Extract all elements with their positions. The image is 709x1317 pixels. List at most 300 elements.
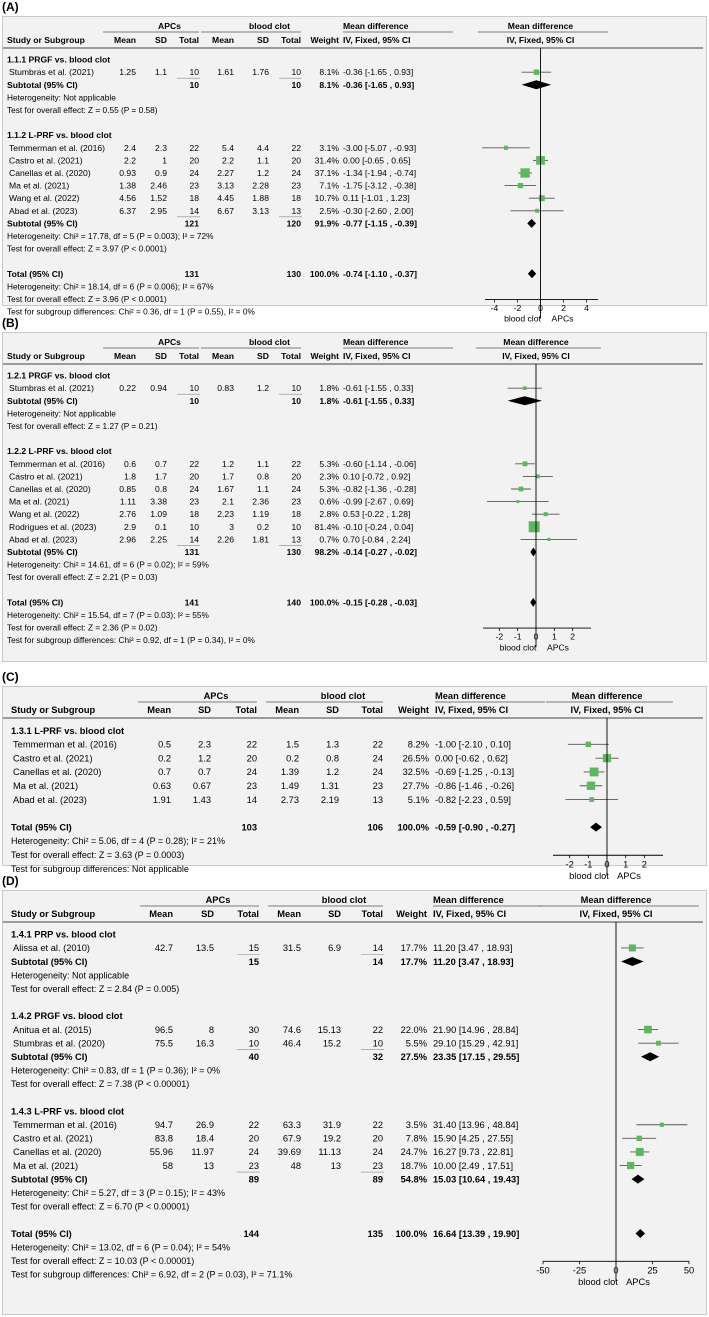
- study-name: Temmerman et al. (2016): [9, 458, 105, 469]
- study-ci: -1.75 [-3.12 , -0.38]: [343, 180, 417, 191]
- col-header-sd-ctl: SD: [257, 351, 269, 361]
- subtotal-diamond: [508, 396, 542, 405]
- study-name: Castro et al. (2021): [9, 471, 83, 482]
- study-sd-ctl: 3.13: [252, 205, 269, 216]
- study-name: Temmerman et al. (2016): [13, 739, 117, 750]
- total-ci: -0.59 [-0.90 , -0.27]: [435, 822, 516, 833]
- study-marker: [627, 1162, 634, 1169]
- study-mean-exp: 75.5: [154, 1038, 173, 1049]
- study-ci: 10.00 [2.49 , 17.51]: [433, 1160, 514, 1171]
- study-weight: 17.7%: [400, 943, 427, 954]
- col-header-study: Study or Subgroup: [11, 909, 96, 919]
- study-mean-exp: 1.25: [119, 67, 136, 78]
- stat-text: Heterogeneity: Chi² = 5.27, df = 3 (P = 0.15); I² = 43%: [11, 1188, 225, 1198]
- plot-header-sub: IV, Fixed, 95% CI: [570, 705, 644, 715]
- subtotal-ci: 11.20 [3.47 , 18.93]: [433, 956, 514, 967]
- study-mean-exp: 0.7: [158, 767, 171, 778]
- favours-right-label: APCs: [551, 313, 574, 324]
- study-total-exp: 22: [248, 1120, 259, 1130]
- stat-text: Test for overall effect: Z = 1.27 (P = 0.21): [7, 421, 158, 431]
- study-name: Anitua et al. (2015): [13, 1024, 92, 1035]
- x-tick-label: 2: [641, 859, 647, 870]
- study-name: Ma et al. (2021): [9, 496, 70, 507]
- study-weight: 22.0%: [400, 1024, 427, 1035]
- study-mean-exp: 2.4: [124, 142, 136, 153]
- col-header-sd-ctl: SD: [328, 909, 341, 919]
- col-header-study: Study or Subgroup: [7, 351, 85, 361]
- study-weight: 7.1%: [319, 180, 339, 191]
- study-sd-ctl: 1.3: [326, 739, 339, 750]
- study-total-exp: 23: [246, 781, 257, 791]
- study-marker: [636, 1148, 644, 1156]
- study-sd-exp: 3.38: [150, 496, 167, 507]
- subtotal-n-ctl: 89: [372, 1174, 383, 1185]
- study-sd-ctl: 1.1: [257, 155, 269, 166]
- group-header-exp: APCs: [158, 337, 181, 347]
- subgroup-heading: 1.4.2 PRGF vs. blood clot: [11, 1011, 123, 1022]
- study-ci: 21.90 [14.96 , 28.84]: [433, 1024, 519, 1035]
- favours-left-label: blood clot: [499, 642, 537, 653]
- study-weight: 37.1%: [314, 168, 339, 178]
- study-mean-exp: 58: [162, 1160, 173, 1171]
- stat-text: Heterogeneity: Chi² = 5.06, df = 4 (P = 0.28); I² = 21%: [11, 836, 225, 847]
- x-tick-label: -2: [495, 631, 504, 642]
- study-total-ctl: 10: [372, 1038, 383, 1049]
- study-total-ctl: 24: [291, 484, 301, 494]
- study-name: Temmerman et al. (2016): [9, 142, 105, 153]
- study-mean-ctl: 4.45: [217, 193, 234, 204]
- study-weight: 27.7%: [402, 781, 429, 791]
- total-ci: -0.74 [-1.10 , -0.37]: [343, 268, 418, 279]
- study-total-ctl: 23: [291, 496, 301, 507]
- study-marker: [520, 168, 529, 177]
- subtotal-weight: 54.8%: [400, 1174, 427, 1185]
- group-header-ctl: blood clot: [248, 21, 291, 31]
- total-n-exp: 103: [241, 822, 257, 833]
- md-header-title: Mean difference: [343, 337, 409, 347]
- study-name: Ma et al. (2021): [13, 1160, 79, 1171]
- study-mean-exp: 4.56: [119, 193, 136, 204]
- study-sd-ctl: 0.8: [326, 753, 339, 764]
- study-sd-exp: 2.46: [150, 180, 167, 191]
- stat-text: Heterogeneity: Chi² = 14.61, df = 6 (P = 0.02); I² = 59%: [7, 559, 209, 570]
- col-header-weight: Weight: [398, 705, 429, 715]
- col-header-sd-exp: SD: [201, 909, 214, 919]
- total-weight: 100.0%: [309, 268, 339, 279]
- study-mean-exp: 6.37: [119, 205, 136, 216]
- study-sd-exp: 0.8: [155, 484, 167, 494]
- subtotal-diamond: [522, 80, 552, 89]
- study-sd-exp: 1.1: [155, 67, 167, 78]
- study-sd-ctl: 1.88: [252, 193, 269, 204]
- subtotal-label: Subtotal (95% CI): [7, 395, 78, 406]
- subtotal-label: Subtotal (95% CI): [7, 79, 78, 90]
- study-marker: [518, 183, 523, 188]
- study-mean-exp: 96.5: [154, 1024, 173, 1035]
- study-sd-ctl: 2.19: [320, 794, 339, 805]
- md-header-title: Mean difference: [435, 691, 506, 701]
- study-mean-exp: 2.76: [119, 509, 136, 520]
- total-n-ctl: 130: [286, 268, 301, 279]
- study-name: Alissa et al. (2010): [13, 943, 90, 954]
- stat-text: Test for overall effect: Z = 3.97 (P < 0.0001): [7, 243, 167, 254]
- study-sd-exp: 1.43: [192, 794, 211, 805]
- study-name: Castro et al. (2021): [9, 155, 83, 166]
- study-mean-exp: 1.11: [119, 496, 136, 507]
- x-tick-label: 0: [604, 859, 610, 870]
- study-mean-ctl: 1.61: [217, 67, 234, 78]
- study-ci: 0.10 [-0.72 , 0.92]: [343, 471, 411, 482]
- study-total-ctl: 18: [291, 509, 301, 520]
- panel-label-c: (C): [2, 670, 19, 684]
- group-header-exp: APCs: [158, 21, 181, 31]
- study-name: Ma et al. (2021): [13, 781, 79, 791]
- study-sd-exp: 0.1: [155, 521, 167, 532]
- study-marker: [656, 1041, 661, 1046]
- col-header-total-exp: Total: [237, 909, 259, 919]
- subgroup-heading: 1.4.1 PRP vs. blood clot: [11, 929, 116, 940]
- study-total-exp: 23: [248, 1160, 259, 1171]
- col-header-weight: Weight: [310, 351, 339, 361]
- study-ci: -0.86 [-1.46 , -0.26]: [435, 781, 515, 791]
- subtotal-diamond: [641, 1052, 659, 1061]
- col-header-total-ctl: Total: [281, 35, 301, 45]
- study-mean-ctl: 1.7: [222, 471, 234, 482]
- study-ci: 11.20 [3.47 , 18.93]: [433, 943, 513, 954]
- study-sd-exp: 18.4: [195, 1133, 214, 1144]
- subgroup-heading: 1.1.1 PRGF vs. blood clot: [7, 54, 111, 65]
- study-weight: 5.3%: [319, 484, 339, 494]
- stat-text: Test for overall effect: Z = 3.63 (P = 0.0003): [11, 850, 185, 860]
- subtotal-diamond: [530, 547, 536, 556]
- stat-text: Test for subgroup differences: Chi² = 0.92, df = 1 (P = 0.34), I² = 0%: [7, 635, 255, 646]
- study-sd-exp: 1.09: [150, 509, 167, 520]
- study-total-exp: 10: [248, 1038, 259, 1049]
- study-total-exp: 20: [246, 753, 257, 764]
- study-mean-exp: 0.6: [124, 458, 136, 469]
- study-total-exp: 22: [246, 739, 257, 750]
- forest-plot-d: [3, 891, 706, 1314]
- stat-text: Heterogeneity: Chi² = 0.83, df = 1 (P = 0.36); I² = 0%: [11, 1065, 220, 1076]
- study-name: Abad et al. (2023): [9, 534, 78, 545]
- study-name: Abad et al. (2023): [9, 205, 78, 216]
- subgroup-heading: 1.2.1 PRGF vs. blood clot: [7, 370, 111, 381]
- subgroup-heading: 1.2.2 L-PRF vs. blood clot: [7, 446, 112, 457]
- study-sd-exp: 2.3: [155, 142, 167, 153]
- col-header-study: Study or Subgroup: [11, 705, 96, 715]
- study-marker: [586, 742, 591, 747]
- study-total-ctl: 23: [372, 781, 383, 791]
- total-label: Total (95% CI): [7, 597, 64, 608]
- x-tick-label: -1: [584, 859, 593, 870]
- md-header-sub: IV, Fixed, 95% CI: [433, 909, 507, 919]
- col-header-mean-exp: Mean: [114, 351, 136, 361]
- study-marker: [589, 797, 594, 802]
- favours-left-label: blood clot: [504, 313, 541, 324]
- stat-text: Test for overall effect: Z = 2.84 (P = 0.005): [11, 984, 180, 994]
- panel-label-a: (A): [2, 0, 19, 14]
- total-weight: 100.0%: [395, 1228, 427, 1239]
- study-sd-ctl: 1.76: [252, 67, 269, 78]
- study-mean-exp: 0.63: [152, 781, 171, 791]
- study-total-ctl: 23: [372, 1160, 383, 1171]
- study-name: Stumbras et al. (2020): [13, 1038, 105, 1049]
- study-total-ctl: 22: [372, 1120, 383, 1130]
- study-total-ctl: 20: [291, 471, 301, 482]
- col-header-total-ctl: Total: [361, 705, 383, 715]
- md-header-sub: IV, Fixed, 95% CI: [343, 35, 411, 45]
- study-sd-ctl: 19.2: [322, 1133, 341, 1144]
- study-ci: -1.00 [-2.10 , 0.10]: [435, 739, 511, 750]
- study-mean-ctl: 2.26: [217, 534, 234, 545]
- study-total-ctl: 22: [291, 142, 301, 153]
- total-label: Total (95% CI): [7, 268, 64, 279]
- x-tick-label: 2: [570, 631, 576, 642]
- subtotal-n-exp: 121: [184, 218, 199, 229]
- study-marker: [504, 146, 508, 150]
- col-header-total-ctl: Total: [361, 909, 383, 919]
- col-header-total-exp: Total: [179, 35, 199, 45]
- study-mean-exp: 55.96: [149, 1147, 173, 1158]
- col-header-sd-ctl: SD: [326, 705, 339, 715]
- study-marker: [523, 386, 527, 390]
- study-mean-ctl: 1.2: [222, 458, 234, 469]
- stat-text: Heterogeneity: Not applicable: [7, 408, 116, 419]
- study-marker: [660, 1123, 664, 1127]
- study-mean-exp: 94.7: [154, 1120, 173, 1130]
- study-weight: 3.5%: [405, 1120, 427, 1130]
- study-sd-exp: 1: [162, 155, 167, 166]
- total-n-exp: 144: [243, 1228, 259, 1239]
- subtotal-n-exp: 40: [248, 1052, 259, 1062]
- total-diamond: [636, 1229, 646, 1238]
- study-marker: [629, 944, 636, 951]
- study-total-ctl: 20: [291, 155, 301, 166]
- study-total-ctl: 13: [291, 205, 301, 216]
- study-weight: 24.7%: [400, 1147, 427, 1158]
- study-name: Castro et al. (2021): [13, 753, 93, 764]
- study-sd-ctl: 2.36: [252, 496, 269, 507]
- total-label: Total (95% CI): [11, 822, 72, 833]
- study-mean-exp: 0.22: [119, 383, 136, 394]
- study-sd-exp: 0.9: [155, 168, 167, 178]
- subtotal-n-exp: 10: [189, 79, 199, 90]
- plot-header-sub: IV, Fixed, 95% CI: [506, 35, 575, 45]
- study-marker: [587, 782, 595, 790]
- study-name: Castro et al. (2021): [13, 1133, 93, 1144]
- study-weight: 1.8%: [319, 383, 339, 394]
- plot-header-title: Mean difference: [580, 895, 652, 905]
- col-header-sd-exp: SD: [198, 705, 211, 715]
- study-total-ctl: 10: [291, 67, 301, 78]
- study-sd-ctl: 1.2: [257, 168, 269, 178]
- subtotal-label: Subtotal (95% CI): [11, 1052, 88, 1062]
- study-mean-ctl: 1.5: [286, 739, 299, 750]
- col-header-weight: Weight: [310, 35, 339, 45]
- study-mean-exp: 0.93: [119, 168, 136, 178]
- study-mean-ctl: 3.13: [217, 180, 234, 191]
- total-ci: 16.64 [13.39 , 19.90]: [433, 1228, 520, 1239]
- subtotal-label: Subtotal (95% CI): [11, 1174, 88, 1185]
- study-mean-exp: 2.96: [119, 534, 136, 545]
- plot-header-title: Mean difference: [507, 21, 574, 31]
- favours-left-label: blood clot: [569, 870, 609, 881]
- study-total-ctl: 22: [372, 739, 383, 750]
- study-ci: 31.40 [13.96 , 48.84]: [433, 1120, 519, 1130]
- subtotal-ci: -0.61 [-1.55 , 0.33]: [343, 395, 415, 406]
- x-tick-label: 1: [623, 859, 629, 870]
- study-sd-exp: 26.9: [195, 1120, 214, 1130]
- study-sd-ctl: 6.9: [328, 943, 341, 954]
- study-mean-exp: 1.8: [124, 471, 136, 482]
- col-header-mean-exp: Mean: [147, 705, 171, 715]
- total-diamond: [590, 823, 602, 832]
- x-tick-label: -2: [513, 303, 522, 314]
- study-total-exp: 23: [189, 496, 199, 507]
- study-mean-ctl: 0.2: [286, 753, 299, 764]
- study-total-ctl: 18: [291, 193, 301, 204]
- study-marker: [536, 474, 540, 478]
- stat-text: Heterogeneity: Chi² = 17.78, df = 5 (P = 0.003); I² = 72%: [7, 231, 214, 241]
- study-sd-ctl: 1.31: [320, 781, 339, 791]
- study-marker: [535, 209, 539, 213]
- study-sd-exp: 0.7: [155, 458, 167, 469]
- total-n-ctl: 135: [367, 1228, 383, 1239]
- study-name: Stumbras et al. (2021): [9, 67, 95, 78]
- study-marker: [544, 512, 548, 516]
- favours-right-label: APCs: [547, 642, 569, 653]
- study-name: Abad et al. (2023): [13, 794, 87, 805]
- study-sd-ctl: 1.19: [252, 509, 269, 520]
- group-header-exp: APCs: [205, 895, 231, 905]
- col-header-sd-ctl: SD: [257, 35, 269, 45]
- subgroup-heading: 1.3.1 L-PRF vs. blood clot: [11, 725, 125, 736]
- study-sd-exp: 13.5: [195, 943, 214, 954]
- study-marker: [637, 1136, 642, 1141]
- subtotal-weight: 98.2%: [314, 547, 339, 557]
- stat-text: Test for subgroup differences: Not applicable: [11, 863, 189, 874]
- study-mean-ctl: 2.2: [222, 155, 234, 166]
- col-header-mean-ctl: Mean: [277, 909, 301, 919]
- study-total-ctl: 10: [291, 521, 301, 532]
- group-header-exp: APCs: [203, 691, 229, 701]
- subtotal-ci: 23.35 [17.15 , 29.55]: [433, 1052, 520, 1062]
- study-sd-exp: 1.7: [155, 471, 167, 482]
- study-mean-ctl: 1.67: [217, 484, 234, 494]
- study-ci: -3.00 [-5.07 , -0.93]: [343, 142, 417, 153]
- col-header-total-ctl: Total: [281, 351, 301, 361]
- study-marker: [547, 538, 550, 541]
- study-weight: 3.1%: [319, 142, 339, 153]
- study-ci: -0.82 [-2.23 , 0.59]: [435, 794, 511, 805]
- study-ci: -1.34 [-1.94 , -0.74]: [343, 168, 417, 178]
- study-total-exp: 14: [189, 534, 199, 545]
- x-tick-label: 25: [647, 1265, 658, 1276]
- study-total-ctl: 22: [372, 1024, 383, 1035]
- study-name: Canellas et al. (2020): [13, 767, 102, 778]
- stat-text: Heterogeneity: Chi² = 13.02, df = 6 (P = 0.04); I² = 54%: [11, 1242, 230, 1253]
- col-header-mean-exp: Mean: [114, 35, 136, 45]
- study-total-exp: 15: [248, 943, 259, 954]
- study-total-exp: 24: [246, 767, 257, 778]
- study-weight: 31.4%: [314, 155, 339, 166]
- study-mean-ctl: 1.39: [280, 767, 299, 778]
- subtotal-ci: -0.36 [-1.65 , 0.93]: [343, 79, 415, 90]
- study-weight: 32.5%: [402, 767, 429, 778]
- study-sd-exp: 16.3: [195, 1038, 214, 1049]
- study-weight: 2.3%: [319, 471, 339, 482]
- md-header-title: Mean difference: [433, 895, 504, 905]
- study-mean-exp: 0.85: [119, 484, 136, 494]
- study-weight: 26.5%: [402, 753, 429, 764]
- study-sd-exp: 0.7: [198, 767, 211, 778]
- stat-text: Test for overall effect: Z = 6.70 (P < 0.00001): [11, 1201, 190, 1212]
- study-sd-exp: 8: [208, 1024, 214, 1035]
- plot-header-title: Mean difference: [571, 691, 643, 701]
- total-n-ctl: 106: [367, 822, 383, 833]
- plot-header-title: Mean difference: [503, 337, 569, 347]
- study-sd-ctl: 0.2: [257, 521, 269, 532]
- subtotal-n-exp: 89: [248, 1174, 259, 1185]
- subtotal-weight: 91.9%: [314, 218, 339, 229]
- md-header-sub: IV, Fixed, 95% CI: [343, 351, 411, 361]
- col-header-total-exp: Total: [179, 351, 199, 361]
- study-total-exp: 23: [189, 180, 199, 191]
- study-mean-ctl: 2.1: [222, 496, 234, 507]
- study-total-ctl: 24: [291, 168, 301, 178]
- study-sd-ctl: 0.8: [257, 471, 269, 482]
- total-n-exp: 141: [184, 597, 199, 608]
- study-ci: 16.27 [9.73 , 22.81]: [433, 1147, 514, 1158]
- study-marker: [516, 500, 519, 503]
- study-mean-ctl: 48: [290, 1160, 301, 1171]
- x-tick-label: 0: [613, 1265, 619, 1276]
- forest-panel-b: [2, 332, 707, 662]
- study-sd-exp: 0.67: [192, 781, 211, 791]
- study-total-exp: 22: [189, 458, 199, 469]
- subtotal-weight: 17.7%: [400, 956, 427, 967]
- subtotal-ci: -0.14 [-0.27 , -0.02]: [343, 547, 418, 557]
- study-name: Rodrigues et al. (2023): [9, 521, 97, 532]
- forest-plot-b: [3, 333, 706, 661]
- study-name: Temmerman et al. (2016): [13, 1120, 117, 1130]
- study-weight: 81.4%: [314, 521, 339, 532]
- subtotal-ci: -0.77 [-1.15 , -0.39]: [343, 218, 418, 229]
- study-marker: [644, 1026, 652, 1034]
- stat-text: Heterogeneity: Not applicable: [7, 92, 116, 103]
- study-ci: 0.53 [-0.22 , 1.28]: [343, 509, 411, 520]
- study-weight: 2.5%: [319, 205, 339, 216]
- stat-text: Test for overall effect: Z = 2.21 (P = 0.03): [7, 572, 158, 583]
- col-header-mean-exp: Mean: [149, 909, 173, 919]
- favours-left-label: blood clot: [578, 1276, 618, 1287]
- study-name: Wang et al. (2022): [9, 509, 80, 520]
- study-ci: -0.61 [-1.55 , 0.33]: [343, 383, 414, 394]
- stat-text: Heterogeneity: Chi² = 15.54, df = 7 (P = 0.03); I² = 55%: [7, 610, 209, 620]
- study-total-exp: 20: [189, 471, 199, 482]
- total-diamond: [530, 598, 536, 607]
- subtotal-n-exp: 10: [189, 395, 199, 406]
- study-total-exp: 10: [189, 383, 199, 394]
- forest-panel-d: [2, 890, 707, 1315]
- col-header-sd-exp: SD: [155, 351, 167, 361]
- study-weight: 7.8%: [405, 1133, 427, 1144]
- study-ci: -0.82 [-1.36 , -0.28]: [343, 484, 417, 494]
- study-marker: [539, 195, 545, 201]
- study-total-ctl: 14: [372, 943, 383, 954]
- study-mean-exp: 1.91: [152, 794, 171, 805]
- study-name: Wang et al. (2022): [9, 193, 80, 204]
